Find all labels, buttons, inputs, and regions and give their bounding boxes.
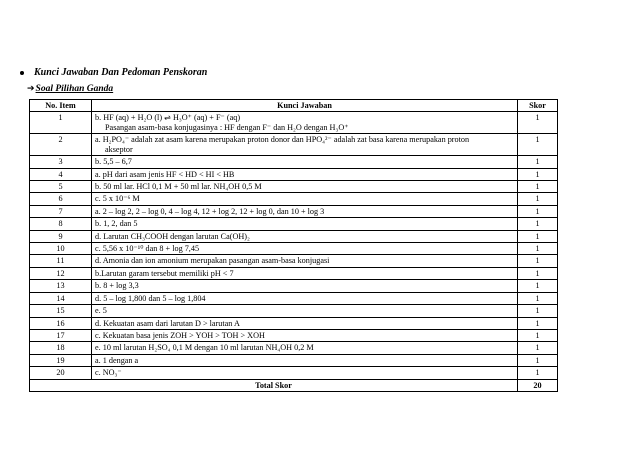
item-number: 19 (30, 354, 92, 366)
item-number: 13 (30, 280, 92, 292)
answer-cell (92, 342, 518, 354)
answer-line: d. Larutan CH₃COOH dengan larutan Ca(OH)₂ (95, 231, 250, 241)
item-number: 11 (30, 255, 92, 267)
table-row (30, 280, 558, 292)
item-number: 6 (30, 193, 92, 205)
table-row (30, 180, 558, 192)
item-number: 7 (30, 205, 92, 217)
answer-line: c. 5,56 x 10⁻¹⁰ dan 8 + log 7,45 (95, 244, 200, 254)
table-row (30, 156, 558, 168)
answer-line: akseptor (105, 144, 133, 154)
item-score: 1 (518, 193, 558, 205)
answer-cell (92, 156, 518, 168)
subsection-heading-text: Soal Pilihan Ganda (35, 84, 114, 94)
answer-line: d. Amonia dan ion amonium merupakan pasangan asam-basa konjugasi (95, 256, 330, 266)
answer-line: c. Kekuatan basa jenis ZOH > YOH > TOH > XOH (95, 331, 265, 341)
item-number: 17 (30, 330, 92, 342)
table-row (30, 112, 558, 134)
answer-cell (92, 292, 518, 304)
item-number: 8 (30, 218, 92, 230)
item-score: 1 (518, 292, 558, 304)
answer-line: a. pH dari asam jenis HF < HD < HI < HB (95, 169, 235, 179)
answer-line: a. 2 – log 2, 2 – log 0, 4 – log 4, 12 + log 2, 12 + log 0, dan 10 + log 3 (95, 206, 325, 216)
table-row (30, 305, 558, 317)
answer-cell (92, 330, 518, 342)
bullet-icon (20, 71, 24, 75)
column-header-answer: Kunci Jawaban (92, 100, 518, 112)
answer-line: e. 10 ml larutan H₂SO₄ 0,1 M dengan 10 ml larutan NH₄OH 0,2 M (95, 343, 314, 353)
table-row (30, 243, 558, 255)
item-score: 1 (518, 243, 558, 255)
answer-cell (92, 367, 518, 379)
answer-line: b.Larutan garam tersebut memiliki pH < 7 (95, 268, 234, 278)
item-score: 1 (518, 330, 558, 342)
table-row (30, 367, 558, 379)
item-number: 3 (30, 156, 92, 168)
item-number: 16 (30, 317, 92, 329)
item-number: 20 (30, 367, 92, 379)
item-score: 1 (518, 255, 558, 267)
item-score: 1 (518, 134, 558, 156)
item-number: 2 (30, 134, 92, 156)
answer-line: b. 5,5 – 6,7 (95, 157, 132, 167)
item-number: 9 (30, 230, 92, 242)
answer-line: c. NO₃⁻ (95, 368, 122, 378)
table-row (30, 330, 558, 342)
table-row (30, 342, 558, 354)
item-score: 1 (518, 218, 558, 230)
section-heading (20, 67, 207, 78)
column-header-no: No. Item (30, 100, 92, 112)
item-score: 1 (518, 156, 558, 168)
item-number: 4 (30, 168, 92, 180)
subsection-heading (27, 84, 113, 94)
answer-cell (92, 317, 518, 329)
answer-line: c. 5 x 10⁻⁶ M (95, 194, 140, 204)
answer-cell (92, 112, 518, 134)
answer-line: e. 5 (95, 306, 107, 316)
table-row (30, 255, 558, 267)
answer-line: b. HF (aq) + H₂O (l) ⇌ H₃O⁺ (aq) + F⁻ (aq) (95, 113, 241, 123)
answer-cell (92, 243, 518, 255)
table-row (30, 134, 558, 156)
answer-line: d. 5 – log 1,800 dan 5 – log 1,804 (95, 293, 206, 303)
answer-cell (92, 230, 518, 242)
answer-line: b. 50 ml lar. HCl 0,1 M + 50 ml lar. NH₄OH 0,5 M (95, 181, 262, 191)
item-number: 10 (30, 243, 92, 255)
answer-cell (92, 255, 518, 267)
item-number: 12 (30, 267, 92, 279)
answer-key-table (29, 99, 558, 392)
item-score: 1 (518, 280, 558, 292)
item-score: 1 (518, 342, 558, 354)
answer-line: a. H₂PO₄⁻ adalah zat asam karena merupakan proton donor dan HPO₄²⁻ adalah zat basa karena merupakan proton (95, 135, 470, 145)
column-header-score: Skor (518, 100, 558, 112)
answer-cell (92, 280, 518, 292)
table-row (30, 218, 558, 230)
answer-cell (92, 134, 518, 156)
item-score: 1 (518, 230, 558, 242)
arrow-right-icon: ➔ (27, 84, 35, 94)
total-value: 20 (518, 379, 558, 391)
answer-line: a. 1 dengan a (95, 355, 139, 365)
answer-cell (92, 305, 518, 317)
total-row (30, 379, 558, 391)
section-heading-text: Kunci Jawaban Dan Pedoman Penskoran (34, 67, 208, 78)
answer-cell (92, 354, 518, 366)
table-body (30, 112, 558, 379)
table-row (30, 168, 558, 180)
item-score: 1 (518, 354, 558, 366)
answer-cell (92, 267, 518, 279)
item-score: 1 (518, 317, 558, 329)
answer-cell (92, 218, 518, 230)
table-row (30, 354, 558, 366)
item-score: 1 (518, 112, 558, 134)
table-row (30, 230, 558, 242)
answer-line: b. 1, 2, dan 5 (95, 219, 138, 229)
item-number: 5 (30, 180, 92, 192)
table-row (30, 317, 558, 329)
item-number: 1 (30, 112, 92, 134)
item-number: 18 (30, 342, 92, 354)
answer-cell (92, 168, 518, 180)
answer-line: Pasangan asam-basa konjugasinya : HF dengan F⁻ dan H₂O dengan H₃O⁺ (105, 122, 349, 132)
item-score: 1 (518, 180, 558, 192)
item-score: 1 (518, 267, 558, 279)
table-row (30, 267, 558, 279)
item-score: 1 (518, 205, 558, 217)
answer-cell (92, 180, 518, 192)
item-number: 14 (30, 292, 92, 304)
answer-cell (92, 193, 518, 205)
item-score: 1 (518, 367, 558, 379)
table-header-row (30, 100, 558, 112)
item-number: 15 (30, 305, 92, 317)
table-row (30, 205, 558, 217)
table-row (30, 193, 558, 205)
answer-line: d. Kekuatan asam dari larutan D > larutan A (95, 318, 240, 328)
total-label: Total Skor (30, 379, 518, 391)
table-row (30, 292, 558, 304)
answer-cell (92, 205, 518, 217)
item-score: 1 (518, 168, 558, 180)
item-score: 1 (518, 305, 558, 317)
answer-line: b. 8 + log 3,3 (95, 281, 139, 291)
